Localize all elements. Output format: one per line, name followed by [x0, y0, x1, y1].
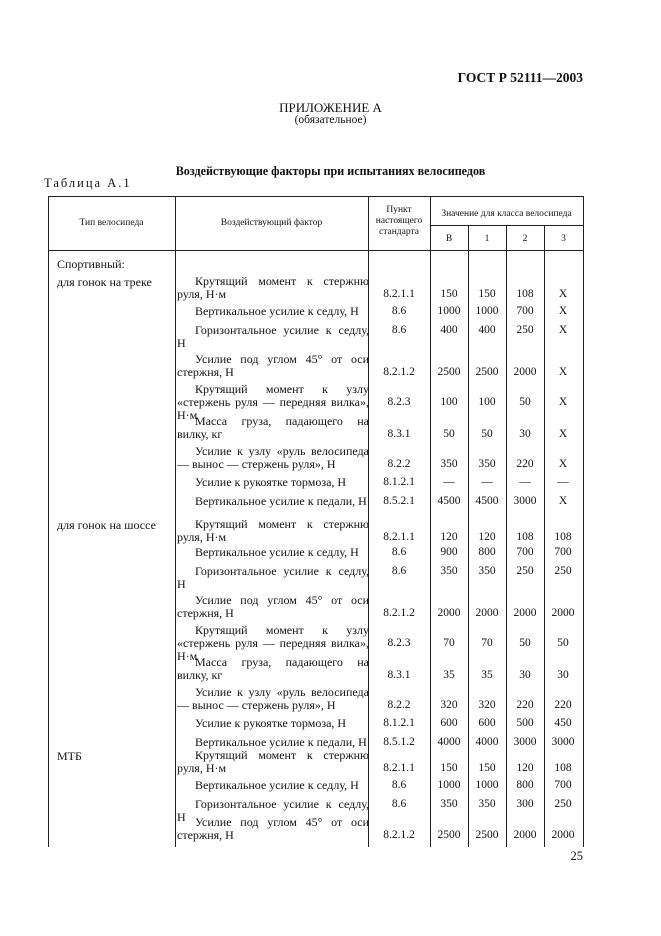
header-type: Тип велосипеда [79, 218, 144, 228]
grid-line [48, 250, 584, 251]
class-value: — [481, 476, 493, 488]
class-value: 250 [516, 565, 534, 577]
clause-number: 8.3.1 [387, 669, 411, 681]
class-value: 400 [478, 324, 496, 336]
grid-line [430, 225, 584, 226]
class-value: X [558, 458, 568, 470]
class-value: 700 [516, 546, 534, 558]
class-value: 2500 [437, 366, 461, 378]
class-value: 2500 [475, 829, 499, 841]
class-value: 4500 [437, 495, 461, 507]
class-value: 2500 [437, 829, 461, 841]
clause-number: 8.6 [391, 779, 407, 791]
header-class: В [445, 234, 453, 244]
clause-number: 8.2.1.2 [383, 829, 415, 841]
class-value: X [558, 288, 568, 300]
factor-text: Усилие под углом 45° от оси стержня, Н [177, 593, 369, 620]
factor-text: Крутящий момент к узлу «стержень руля — передняя вилка», Н·м [177, 382, 369, 422]
header-class: 3 [561, 234, 566, 244]
header-factor: Воздействующий фактор [220, 218, 323, 228]
class-value: 700 [554, 779, 572, 791]
class-value: 30 [519, 428, 531, 440]
class-value: 30 [557, 669, 569, 681]
grid-line [48, 196, 49, 847]
class-value: 50 [519, 637, 531, 649]
class-value: 3000 [513, 736, 537, 748]
class-value: X [558, 324, 568, 336]
factor-text: Горизонтальное усилие к седлу, Н [177, 323, 369, 350]
class-value: 500 [516, 717, 534, 729]
class-value: 150 [478, 288, 496, 300]
factor-text: Вертикальное усилие к седлу, Н [195, 778, 359, 792]
grid-line [583, 196, 584, 847]
class-value: 120 [440, 531, 458, 543]
standard-code: ГОСТ Р 52111—2003 [457, 70, 583, 85]
class-value: 1000 [475, 305, 499, 317]
class-value: 2000 [551, 829, 575, 841]
class-value: 700 [516, 305, 534, 317]
clause-number: 8.2.1.1 [383, 288, 415, 300]
class-value: 1000 [475, 779, 499, 791]
class-value: 320 [478, 699, 496, 711]
class-value: 30 [519, 669, 531, 681]
class-value: 70 [481, 637, 493, 649]
class-value: 50 [519, 396, 531, 408]
class-value: 2000 [437, 607, 461, 619]
header-class-values: Значение для класса велосипеда [441, 209, 572, 219]
group-label: Спортивный: [57, 257, 125, 271]
class-value: 35 [481, 669, 493, 681]
class-value: 1000 [437, 779, 461, 791]
factors-table [48, 196, 584, 847]
class-value: 70 [443, 637, 455, 649]
class-value: 600 [440, 717, 458, 729]
factor-text: Крутящий момент к узлу «стержень руля — передняя вилка», Н·м [177, 623, 369, 663]
class-value: 350 [478, 565, 496, 577]
class-value: 108 [554, 531, 572, 543]
class-value: — [557, 476, 569, 488]
class-value: 108 [554, 762, 572, 774]
header-clause: Пункт настоящего стандарта [375, 205, 423, 237]
clause-number: 8.2.1.2 [383, 607, 415, 619]
factor-text: Вертикальное усилие к педали, Н [195, 735, 367, 749]
clause-number: 8.3.1 [387, 428, 411, 440]
class-value: 50 [481, 428, 493, 440]
class-value: 2000 [513, 829, 537, 841]
class-value: 700 [554, 546, 572, 558]
clause-number: 8.1.2.1 [383, 476, 415, 488]
class-value: 2000 [475, 607, 499, 619]
class-value: 900 [440, 546, 458, 558]
class-value: 2000 [551, 607, 575, 619]
clause-number: 8.2.2 [387, 458, 411, 470]
factor-text: Усилие к узлу «руль велосипеда — вынос — стержень руля», Н [177, 685, 369, 712]
factor-text: Крутящий момент к стержню руля, Н·м [177, 517, 369, 544]
class-value: 250 [516, 324, 534, 336]
class-value: 120 [478, 531, 496, 543]
clause-number: 8.6 [391, 324, 407, 336]
class-value: 2000 [513, 607, 537, 619]
grid-line [48, 196, 584, 197]
class-value: 220 [516, 458, 534, 470]
grid-line [175, 196, 176, 847]
class-value: 250 [554, 798, 572, 810]
factor-text: Усилие под углом 45° от оси стержня, Н [177, 815, 369, 842]
clause-number: 8.2.3 [387, 396, 411, 408]
clause-number: 8.2.1.1 [383, 762, 415, 774]
class-value: 350 [478, 798, 496, 810]
clause-number: 8.2.1.2 [383, 366, 415, 378]
class-value: 4000 [437, 736, 461, 748]
class-value: 150 [440, 288, 458, 300]
header-class: 1 [484, 234, 490, 244]
appendix-title: ПРИЛОЖЕНИЕ А [279, 100, 382, 115]
class-value: 4000 [475, 736, 499, 748]
class-value: 220 [516, 699, 534, 711]
class-value: 50 [443, 428, 455, 440]
class-value: — [519, 476, 531, 488]
class-value: 150 [478, 762, 496, 774]
class-value: 3000 [551, 736, 575, 748]
class-value: 350 [478, 458, 496, 470]
clause-number: 8.2.3 [387, 637, 411, 649]
class-value: 300 [516, 798, 534, 810]
class-value: X [558, 396, 568, 408]
class-value: 1000 [437, 305, 461, 317]
class-value: 220 [554, 699, 572, 711]
factor-text: Горизонтальное усилие к седлу, Н [177, 564, 369, 591]
factor-text: Масса груза, падающего на вилку, кг [177, 414, 369, 441]
class-value: 250 [554, 565, 572, 577]
class-value: X [558, 428, 568, 440]
clause-number: 8.5.2.1 [383, 495, 415, 507]
class-value: 2500 [475, 366, 499, 378]
class-value: X [558, 495, 568, 507]
class-value: 350 [440, 565, 458, 577]
factor-text: Масса груза, падающего на вилку, кг [177, 655, 369, 682]
factor-text: Вертикальное усилие к седлу, Н [195, 545, 359, 559]
class-value: 600 [478, 717, 496, 729]
factor-text: Усилие к рукоятке тормоза, Н [195, 716, 347, 730]
factor-text: Усилие под углом 45° от оси стержня, Н [177, 352, 369, 379]
clause-number: 8.6 [391, 565, 407, 577]
factor-text: Вертикальное усилие к седлу, Н [195, 304, 359, 318]
class-value: 3000 [513, 495, 537, 507]
factor-text: Крутящий момент к стержню руля, Н·м [177, 274, 369, 301]
factor-text: Горизонтальное усилие к седлу, Н [177, 797, 369, 824]
class-value: 100 [440, 396, 458, 408]
bicycle-type: для гонок на шоссе [57, 518, 156, 532]
class-value: 150 [440, 762, 458, 774]
class-value: 450 [554, 717, 572, 729]
class-value: 100 [478, 396, 496, 408]
clause-number: 8.6 [391, 546, 407, 558]
header-class: 2 [522, 234, 528, 244]
class-value: X [558, 305, 568, 317]
appendix-heading [0, 101, 661, 127]
class-value: — [443, 476, 455, 488]
class-value: 108 [516, 531, 534, 543]
section-title: Воздействующие факторы при испытаниях велосипедов [175, 163, 486, 178]
class-value: 320 [440, 699, 458, 711]
factor-text: Усилие к узлу «руль велосипеда — вынос — стержень руля», Н [177, 444, 369, 471]
class-value: 350 [440, 798, 458, 810]
factor-text: Крутящий момент к стержню руля, Н·м [177, 748, 369, 775]
class-value: 120 [516, 762, 534, 774]
clause-number: 8.6 [391, 305, 407, 317]
class-value: X [558, 366, 568, 378]
class-value: 35 [443, 669, 455, 681]
bicycle-type: МТБ [57, 749, 82, 763]
bicycle-type: для гонок на треке [57, 275, 152, 289]
factor-text: Усилие к рукоятке тормоза, Н [195, 475, 347, 489]
clause-number: 8.2.2 [387, 699, 411, 711]
class-value: 50 [557, 637, 569, 649]
clause-number: 8.2.1.1 [383, 531, 415, 543]
class-value: 350 [440, 458, 458, 470]
class-value: 2000 [513, 366, 537, 378]
clause-number: 8.5.1.2 [383, 736, 415, 748]
clause-number: 8.1.2.1 [383, 717, 415, 729]
clause-number: 8.6 [391, 798, 407, 810]
page-number: 25 [570, 849, 583, 863]
appendix-subtitle: (обязательное) [294, 114, 367, 126]
class-value: 800 [478, 546, 496, 558]
class-value: 108 [516, 288, 534, 300]
class-value: 400 [440, 324, 458, 336]
class-value: 4500 [475, 495, 499, 507]
factor-text: Вертикальное усилие к педали, Н [195, 494, 367, 508]
class-value: 800 [516, 779, 534, 791]
table-label: Таблица А.1 [44, 176, 132, 190]
